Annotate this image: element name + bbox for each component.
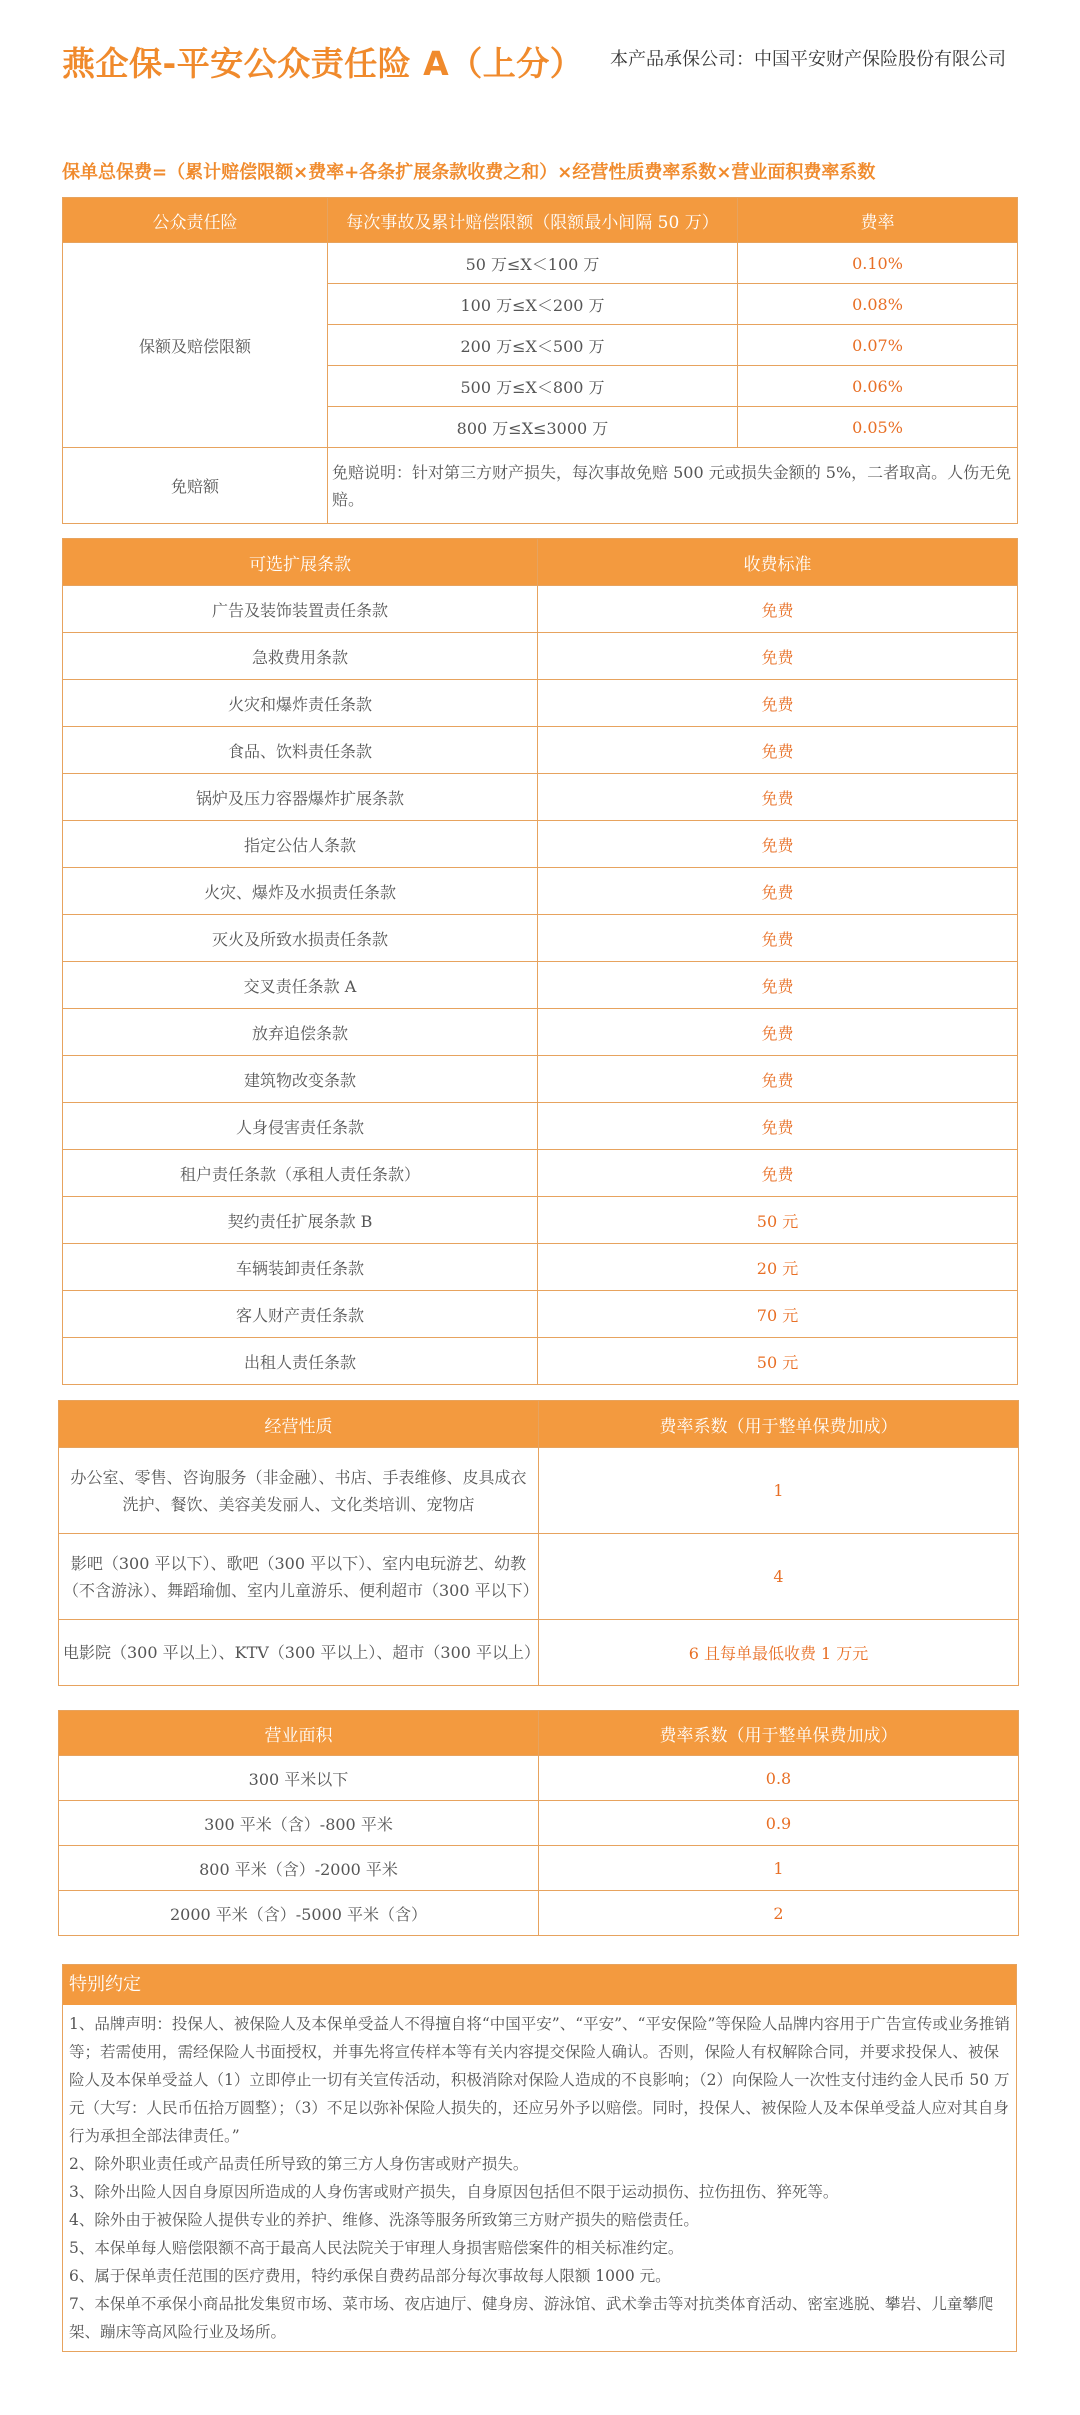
header-public-liability: 公众责任险: [63, 198, 328, 243]
extension-name: 急救费用条款: [63, 633, 538, 680]
extension-fee: 免费: [538, 727, 1018, 774]
special-provisions: [62, 1964, 1017, 2352]
business-coef: 1: [539, 1448, 1019, 1534]
extension-fee: 免费: [538, 1056, 1018, 1103]
extension-fee: 免费: [538, 774, 1018, 821]
header-area-coef: 费率系数（用于整单保费加成）: [539, 1711, 1019, 1756]
header-rate: 费率: [738, 198, 1018, 243]
extension-fee: 免费: [538, 586, 1018, 633]
extension-fee: 免费: [538, 633, 1018, 680]
provision-item: 3、除外出险人因自身原因所造成的人身伤害或财产损失，自身原因包括但不限于运动损伤、拉伤扭伤、猝死等。: [69, 2183, 839, 2201]
provision-item: 7、本保单不承保小商品批发集贸市场、菜市场、夜店迪厅、健身房、游泳馆、武术拳击等对抗类体育活动、密室逃脱、攀岩、儿童攀爬架、蹦床等高风险行业及场所。: [69, 2295, 994, 2341]
limit-range: 200 万≤X＜500 万: [328, 325, 738, 366]
extension-name: 放弃追偿条款: [63, 1009, 538, 1056]
limit-rate: 0.07%: [738, 325, 1018, 366]
area-coef: 1: [539, 1846, 1019, 1891]
area-coef: 2: [539, 1891, 1019, 1936]
extension-name: 指定公估人条款: [63, 821, 538, 868]
business-nature-table: [58, 1400, 1019, 1686]
extension-name: 契约责任扩展条款 B: [63, 1197, 538, 1244]
extension-fee: 免费: [538, 1150, 1018, 1197]
extension-fee: 免费: [538, 1009, 1018, 1056]
premium-formula: 保单总保费=（累计赔偿限额×费率+各条扩展条款收费之和）×经营性质费率系数×营业面积费率系数: [62, 162, 876, 183]
extension-name: 广告及装饰装置责任条款: [63, 586, 538, 633]
limit-range: 800 万≤X≤3000 万: [328, 407, 738, 448]
special-provisions-title: 特别约定: [63, 1965, 1016, 2005]
extension-name: 火灾和爆炸责任条款: [63, 680, 538, 727]
extension-name: 火灾、爆炸及水损责任条款: [63, 868, 538, 915]
header-extension: 可选扩展条款: [63, 539, 538, 586]
area-coef: 0.9: [539, 1801, 1019, 1846]
limit-range: 50 万≤X＜100 万: [328, 243, 738, 284]
area-range: 300 平米（含）-800 平米: [59, 1801, 539, 1846]
extension-fee: 免费: [538, 868, 1018, 915]
provision-item: 2、除外职业责任或产品责任所导致的第三方人身伤害或财产损失。: [69, 2155, 529, 2173]
extension-name: 车辆装卸责任条款: [63, 1244, 538, 1291]
extension-fee: 免费: [538, 962, 1018, 1009]
extension-name: 人身侵害责任条款: [63, 1103, 538, 1150]
business-nature: 电影院（300 平以上）、KTV（300 平以上）、超市（300 平以上）: [59, 1620, 539, 1686]
provision-item: 5、本保单每人赔偿限额不高于最高人民法院关于审理人身损害赔偿案件的相关标准约定。: [69, 2239, 684, 2257]
area-range: 300 平米以下: [59, 1756, 539, 1801]
underwriter-text: 本产品承保公司：中国平安财产保险股份有限公司: [610, 49, 1006, 70]
limit-row-label: 保额及赔偿限额: [63, 243, 328, 448]
deductible-text: 免赔说明：针对第三方财产损失，每次事故免赔 500 元或损失金额的 5%，二者取高。人伤无免赔。: [328, 448, 1018, 524]
page-title: 燕企保-平安公众责任险 A（上分）: [62, 44, 584, 83]
limit-range: 500 万≤X＜800 万: [328, 366, 738, 407]
extension-fee: 50 元: [538, 1197, 1018, 1244]
header-fee: 收费标准: [538, 539, 1018, 586]
page-header: [0, 0, 1080, 120]
deductible-label: 免赔额: [63, 448, 328, 524]
business-nature: 影吧（300 平以下）、歌吧（300 平以下）、室内电玩游艺、幼教（不含游泳）、舞蹈瑜伽、室内儿童游乐、便利超市（300 平以下）: [59, 1534, 539, 1620]
header-limit: 每次事故及累计赔偿限额（限额最小间隔 50 万）: [328, 198, 738, 243]
limit-rate: 0.08%: [738, 284, 1018, 325]
limit-range: 100 万≤X＜200 万: [328, 284, 738, 325]
extension-name: 锅炉及压力容器爆炸扩展条款: [63, 774, 538, 821]
business-area-table: [58, 1710, 1019, 1936]
extension-name: 建筑物改变条款: [63, 1056, 538, 1103]
extension-name: 交叉责任条款 A: [63, 962, 538, 1009]
extension-fee: 免费: [538, 680, 1018, 727]
business-nature: 办公室、零售、咨询服务（非金融）、书店、手表维修、皮具成衣洗护、餐饮、美容美发丽人、文化类培训、宠物店: [59, 1448, 539, 1534]
limit-rate: 0.06%: [738, 366, 1018, 407]
extension-fee: 免费: [538, 915, 1018, 962]
extension-name: 食品、饮料责任条款: [63, 727, 538, 774]
header-business-coef: 费率系数（用于整单保费加成）: [539, 1401, 1019, 1448]
extension-fee: 免费: [538, 821, 1018, 868]
extension-name: 灭火及所致水损责任条款: [63, 915, 538, 962]
extension-fee: 20 元: [538, 1244, 1018, 1291]
provision-item: 4、除外由于被保险人提供专业的养护、维修、洗涤等服务所致第三方财产损失的赔偿责任。: [69, 2211, 699, 2229]
provision-item: 1、品牌声明：投保人、被保险人及本保单受益人不得擅自将“中国平安”、“平安”、“平安保险”等保险人品牌内容用于广告宣传或业务推销等；若需使用，需经保险人书面授权，并事先将宣传样本等有关内容提交保险人确认。否则，保险人有权解除合同，并要求投保人、被保险人及本保单受益人（1）立即停止一切有关宣传活动，积极消除对保险人造成的不良影响；（2）向保险人一次性支付违约金人民币 50 万元（大写：人民币伍拾万圆整）；（3）不足以弥补保险人损失的，还应另外予以赔偿。同时，投保人、被保险人及本保单受益人应对其自身行为承担全部法律责任。”: [69, 2015, 1010, 2145]
limit-rate: 0.05%: [738, 407, 1018, 448]
extension-fee: 免费: [538, 1103, 1018, 1150]
extension-name: 出租人责任条款: [63, 1338, 538, 1385]
header-area: 营业面积: [59, 1711, 539, 1756]
header-business-nature: 经营性质: [59, 1401, 539, 1448]
liability-table: [62, 197, 1018, 524]
extension-fee: 50 元: [538, 1338, 1018, 1385]
limit-rate: 0.10%: [738, 243, 1018, 284]
extensions-table: [62, 538, 1018, 1385]
business-coef: 6 且每单最低收费 1 万元: [539, 1620, 1019, 1686]
special-provisions-body: [63, 2005, 1016, 2351]
area-range: 800 平米（含）-2000 平米: [59, 1846, 539, 1891]
provision-item: 6、属于保单责任范围的医疗费用，特约承保自费药品部分每次事故每人限额 1000 元。: [69, 2267, 671, 2285]
extension-name: 客人财产责任条款: [63, 1291, 538, 1338]
area-range: 2000 平米（含）-5000 平米（含）: [59, 1891, 539, 1936]
extension-fee: 70 元: [538, 1291, 1018, 1338]
area-coef: 0.8: [539, 1756, 1019, 1801]
business-coef: 4: [539, 1534, 1019, 1620]
extension-name: 租户责任条款（承租人责任条款）: [63, 1150, 538, 1197]
